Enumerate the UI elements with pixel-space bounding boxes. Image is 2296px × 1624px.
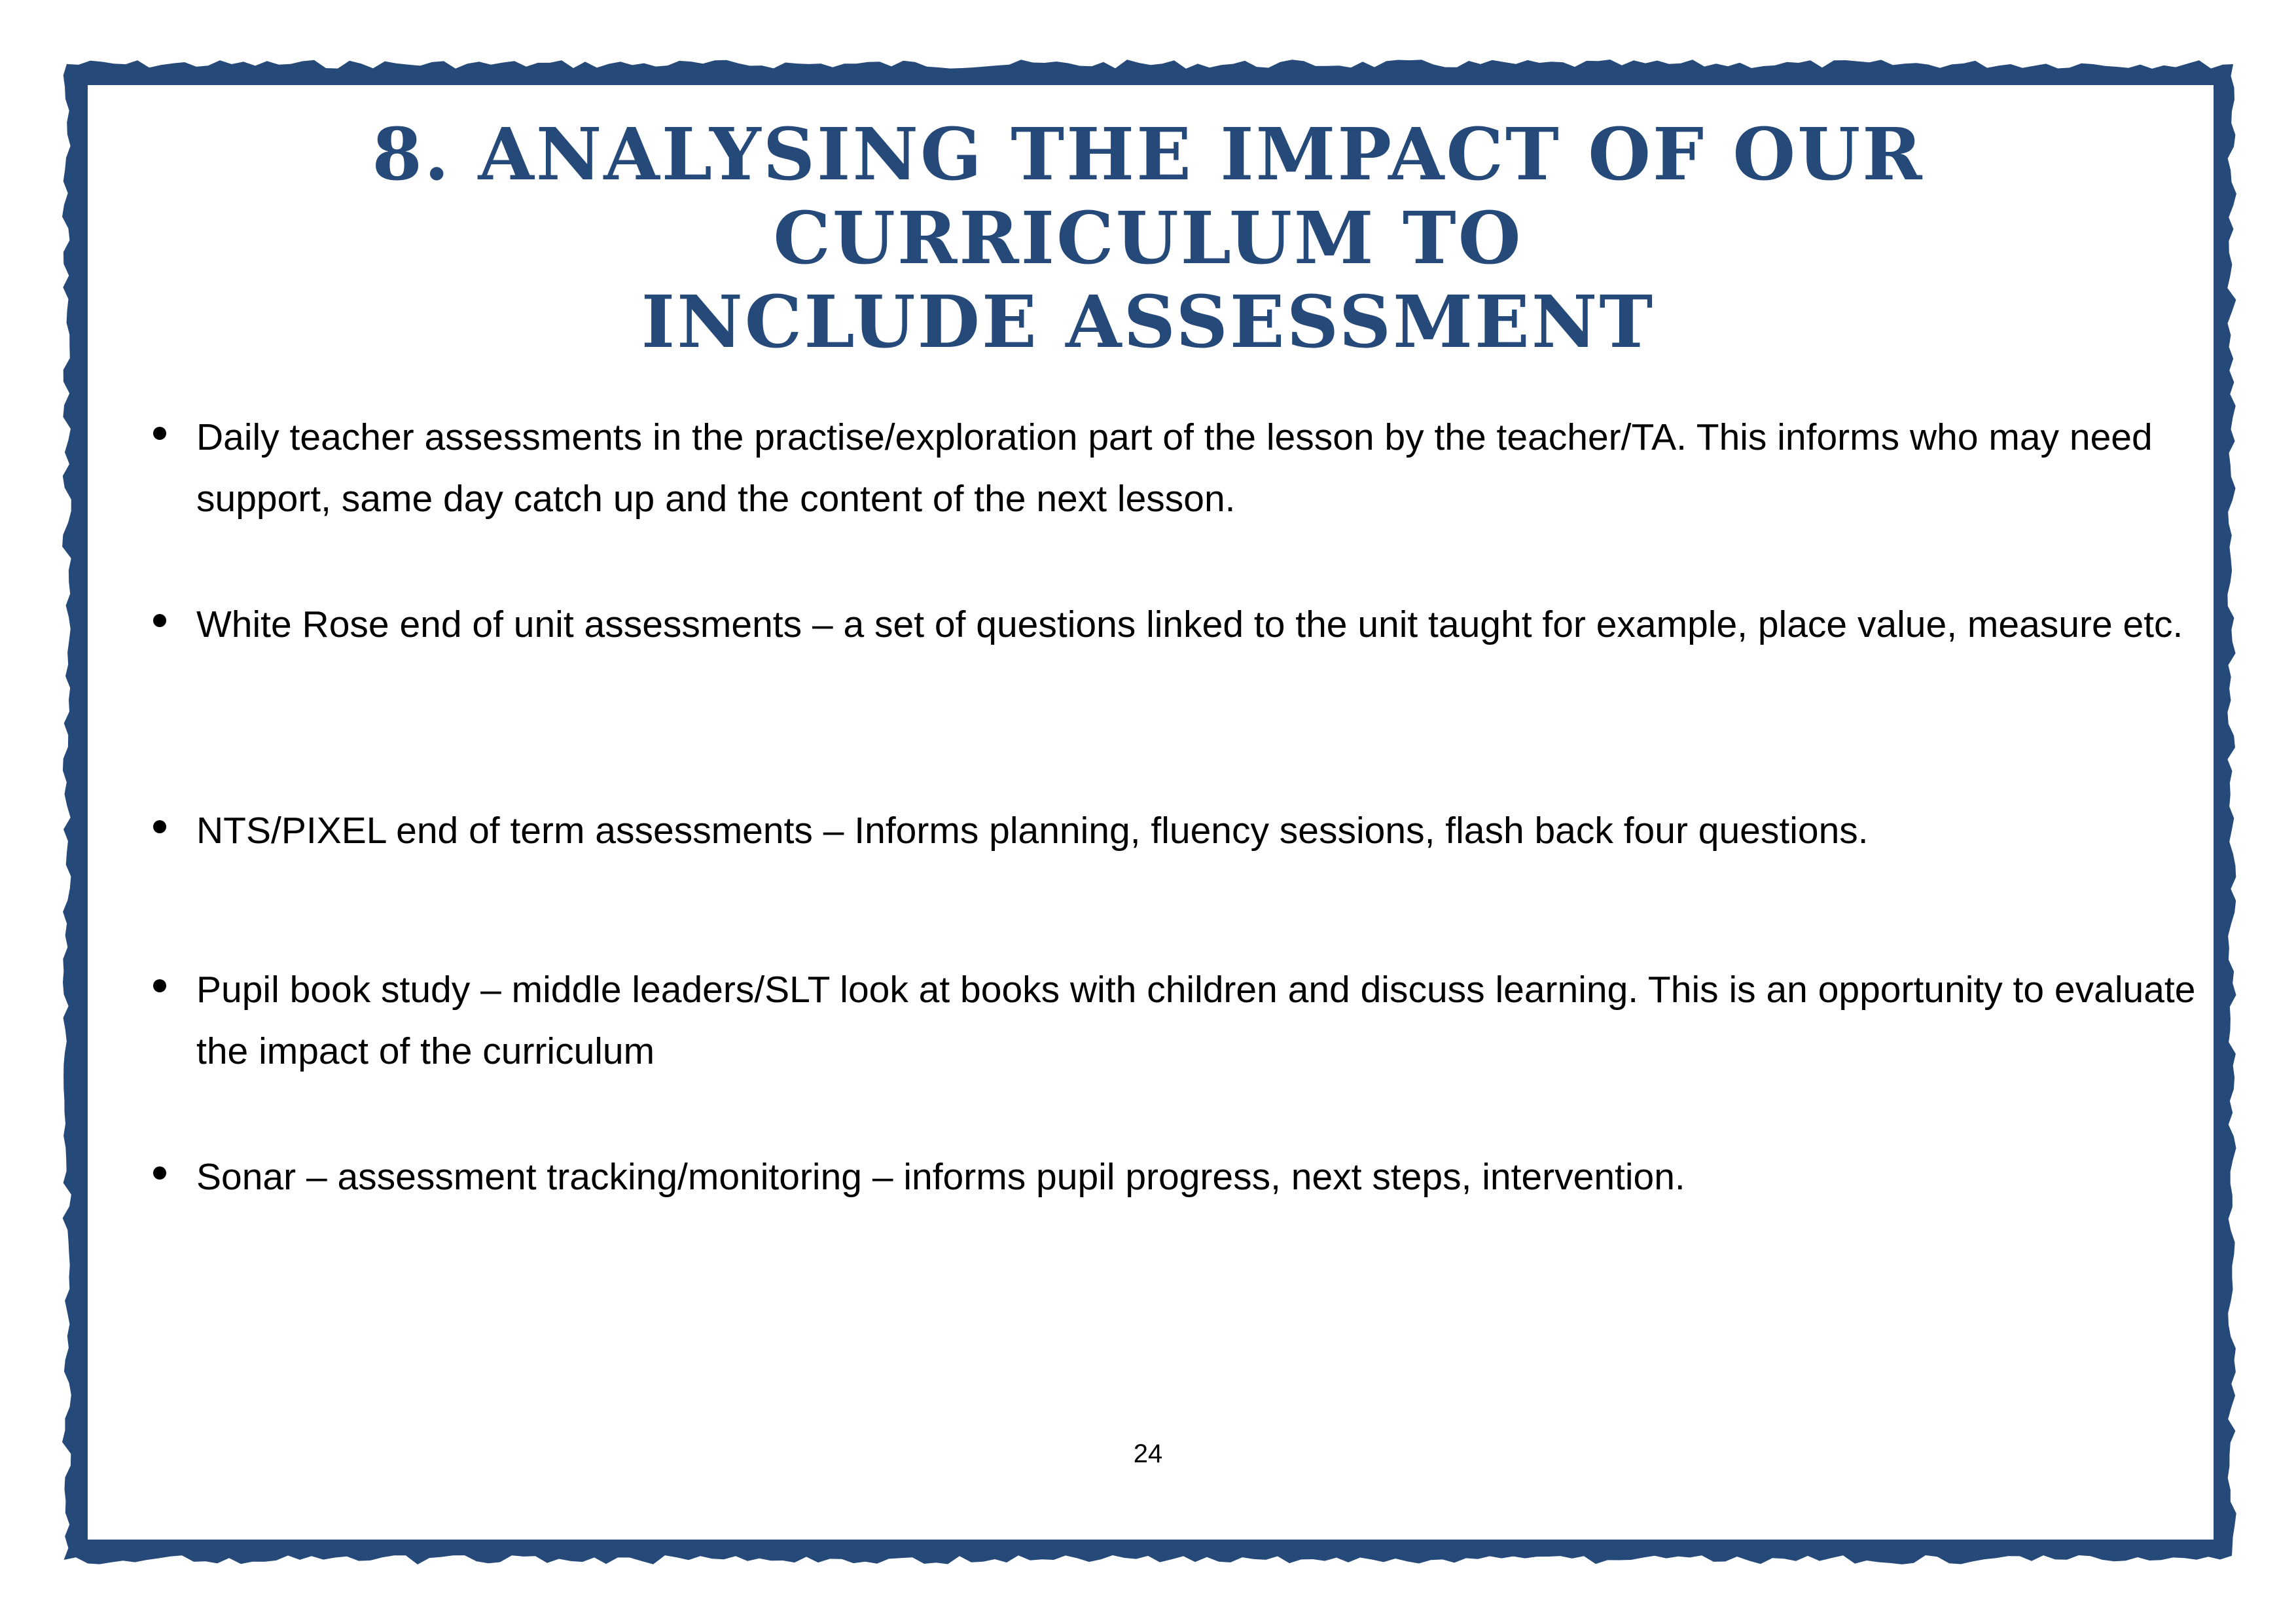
list-item (196, 594, 2199, 655)
page-title-line-2: INCLUDE ASSESSMENT (641, 280, 1655, 364)
list-item-text: White Rose end of unit assessments – a set of questions linked to the unit taught for example, place value, measure etc. (196, 604, 2183, 645)
page-title-line-1: 8. ANALYSING THE IMPACT OF OUR CURRICULUM TO (372, 112, 1924, 280)
list-item-text: Daily teacher assessments in the practise/exploration part of the lesson by the teacher/TA. This informs who may need support, same day catch up and the content of the next lesson. (196, 416, 2153, 520)
list-item (196, 959, 2199, 1082)
page-number: 24 (1133, 1439, 1163, 1468)
list-item (196, 800, 2199, 861)
bullet-dot-icon (153, 427, 166, 440)
list-item-text: NTS/PIXEL end of term assessments – Informs planning, fluency sessions, flash back four questions. (196, 810, 1869, 852)
bullet-dot-icon (153, 820, 166, 833)
list-item (196, 406, 2199, 530)
bullet-dot-icon (153, 614, 166, 627)
bullet-dot-icon (153, 979, 166, 992)
bullet-dot-icon (153, 1166, 166, 1180)
list-item (196, 1146, 2199, 1208)
page-title (98, 113, 2198, 364)
list-item-text: Pupil book study – middle leaders/SLT look at books with children and discuss learning. This is an opportunity to evaluate the impact of the curriculum (196, 969, 2196, 1072)
list-item-text: Sonar – assessment tracking/monitoring – informs pupil progress, next steps, intervention. (196, 1156, 1685, 1198)
